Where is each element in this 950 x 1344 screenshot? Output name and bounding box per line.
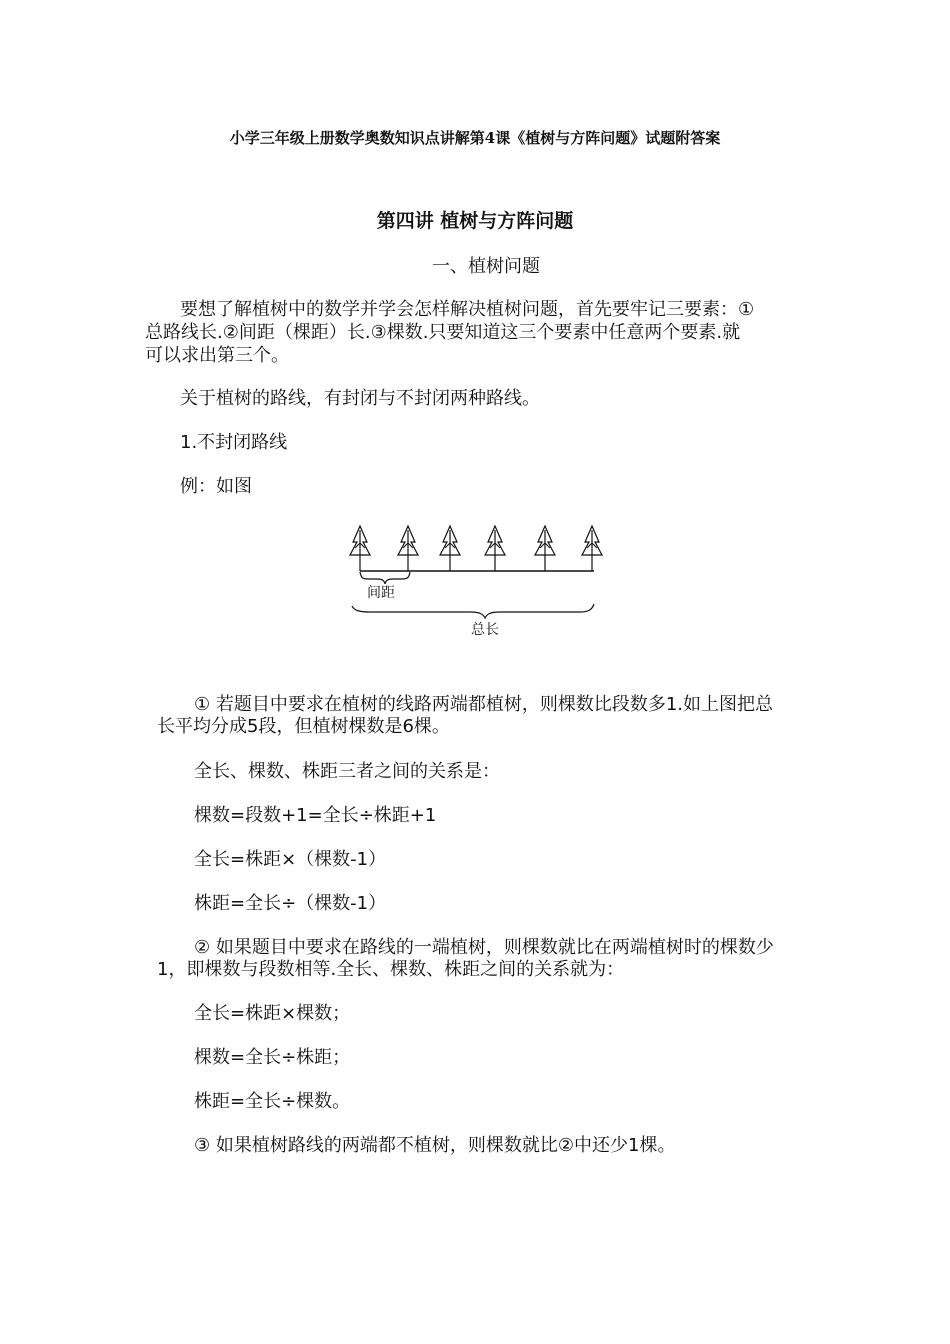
total-label: 总长 [471, 622, 499, 638]
tree-icon [535, 526, 555, 571]
tree-icon [582, 526, 602, 571]
gap-label: 间距 [367, 585, 395, 601]
formula2-3: 株距=全长÷棵数。 [194, 1091, 351, 1112]
intro-line-3: 可以求出第三个。 [145, 345, 289, 366]
tree-planting-diagram [330, 518, 620, 643]
formula2-2: 棵数=全长÷株距； [194, 1047, 351, 1068]
tree-icon [485, 526, 505, 571]
tree-icon [440, 526, 460, 571]
case2-line-2: 1，即棵数与段数相等.全长、棵数、株距之间的关系就为： [157, 959, 625, 980]
gap-brace [360, 572, 410, 584]
relation1-heading: 全长、棵数、株距三者之间的关系是： [194, 761, 500, 782]
trees-group [350, 526, 602, 571]
example-label: 例：如图 [180, 476, 252, 497]
formula2-1: 全长=株距×棵数； [194, 1003, 351, 1024]
case1-line-1: ① 若题目中要求在植树的线路两端都植树，则棵数比段数多1.如上图把总 [194, 694, 774, 715]
open-route-heading: 1.不封闭路线 [180, 432, 288, 453]
case2-line-1: ② 如果题目中要求在路线的一端植树，则棵数就比在两端植树时的棵数少 [194, 937, 774, 958]
formula1-3: 株距=全长÷（棵数-1） [194, 893, 387, 914]
routes-line: 关于植树的路线，有封闭与不封闭两种路线。 [180, 388, 540, 409]
formula1-1: 棵数=段数+1=全长÷株距+1 [194, 805, 437, 826]
tree-icon [350, 526, 370, 571]
section-title: 一、植树问题 [432, 256, 540, 277]
formula1-2: 全长=株距×（棵数-1） [194, 849, 387, 870]
tree-icon [398, 526, 418, 571]
case1-line-2: 长平均分成5段，但植树棵数是6棵。 [157, 716, 450, 737]
lecture-title: 第四讲 植树与方阵问题 [376, 210, 574, 232]
intro-line-1: 要想了解植树中的数学并学会怎样解决植树问题，首先要牢记三要素：① [180, 299, 755, 320]
total-brace [352, 604, 594, 618]
case3-line: ③ 如果植树路线的两端都不植树，则棵数就比②中还少1棵。 [194, 1135, 676, 1156]
document-title: 小学三年级上册数学奥数知识点讲解第4课《植树与方阵问题》试题附答案 [229, 129, 721, 147]
intro-line-2: 总路线长.②间距（棵距）长.③棵数.只要知道这三个要素中任意两个要素.就 [145, 322, 741, 343]
